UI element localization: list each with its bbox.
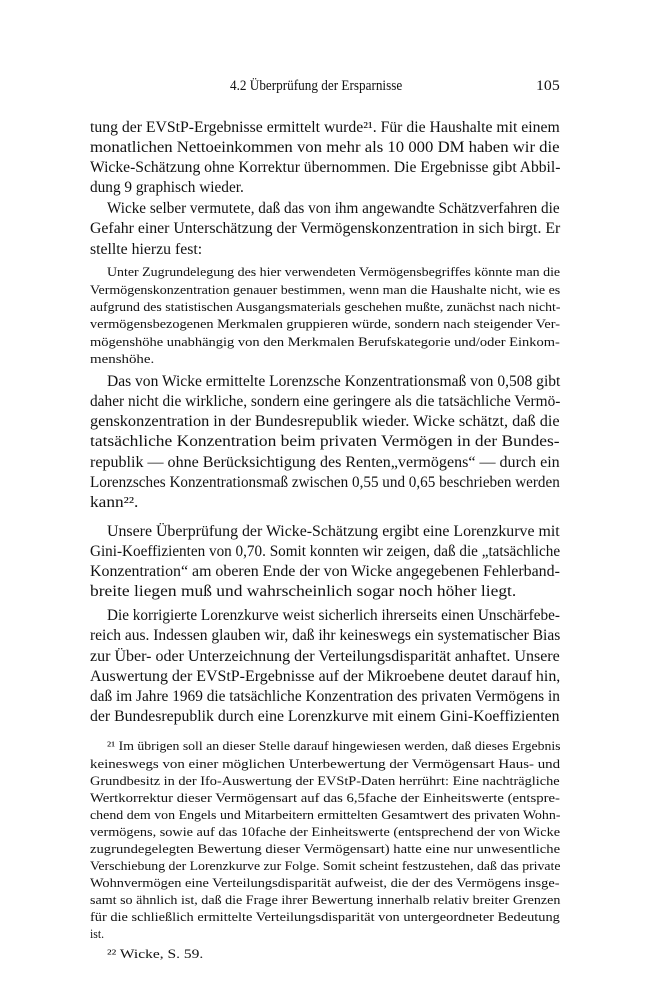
- text-line: tatsächliche Konzentration beim privaten Vermögen in der Bundes-: [90, 433, 560, 450]
- text-line: daher nicht die wirkliche, sondern eine geringere als die tatsächliche Vermö-: [90, 393, 561, 410]
- text-line: Gini-Koeffizienten von 0,70. Somit konnten wir zeigen, daß die „tatsächliche: [90, 543, 561, 560]
- text-line: Die korrigierte Lorenzkurve weist sicherlich ihrerseits einen Unschärfebe-: [107, 607, 560, 624]
- text-line: reich aus. Indessen glauben wir, daß ihr keineswegs ein systematischer Bias: [90, 627, 561, 644]
- text-line: republik — ohne Berücksichtigung des Renten„vermögens“ — durch ein: [90, 454, 560, 471]
- footnote-line: Wohnvermögen eine Verteilungsdisparität aufweist, die der des Vermögens insge-: [90, 876, 560, 890]
- footnote-line: Verschiebung der Lorenzkurve zur Folge. Somit scheint festzustehen, daß das private: [90, 859, 561, 873]
- text-line: Unsere Überprüfung der Wicke-Schätzung ergibt eine Lorenzkurve mit: [107, 523, 560, 540]
- text-line: genskonzentration in der Bundesrepublik wieder. Wicke schätzt, daß die: [90, 413, 560, 430]
- quote-line: vermögensbezogenen Merkmalen gruppieren würde, sondern nach steigender Ver-: [90, 317, 560, 331]
- text-line: zur Über- oder Unterzeichnung der Verteilungsdisparität anhaftet. Unsere: [90, 648, 560, 665]
- footnote-line: samt so ähnlich ist, daß die Frage ihrer Bewertung innerhalb relativ breiter Grenzen: [90, 893, 561, 907]
- text-line: der Bundesrepublik durch eine Lorenzkurve mit einem Gini-Koeffizienten: [90, 708, 560, 725]
- footnote-line: keineswegs von einer möglichen Unterbewertung der Vermögensart Haus- und: [90, 757, 561, 771]
- text-line: tung der EVStP-Ergebnisse ermittelt wurde²¹. Für die Haushalte mit einem: [90, 119, 560, 136]
- text-line: daß im Jahre 1969 die tatsächliche Konzentration des privaten Vermögens in: [90, 688, 560, 705]
- footnote-line: Wertkorrektur dieser Vermögensart auf das 6,5fache der Einheitswerte (entspre-: [90, 791, 560, 805]
- text-line: Wicke selber vermutete, daß das von ihm angewandte Schätzverfahren die: [107, 200, 560, 217]
- quote-line: mögenshöhe unabhängig von den Merkmalen Berufskategorie und/oder Einkom-: [90, 335, 560, 349]
- page-number: 105: [536, 78, 560, 94]
- quote-line: menshöhe.: [90, 352, 155, 366]
- text-line: dung 9 graphisch wieder.: [90, 179, 244, 196]
- running-header: 4.2 Überprüfung der Ersparnisse: [230, 78, 403, 94]
- quote-line: Unter Zugrundelegung des hier verwendeten Vermögensbegriffes könnte man die: [107, 265, 561, 279]
- footnote-line: für die schließlich ermittelte Verteilungsdisparität von untergeordneter Bedeutung: [90, 910, 560, 924]
- text-line: Auswertung der EVStP-Ergebnisse auf der Mikroebene deutet darauf hin,: [90, 668, 561, 685]
- quote-line: Vermögenskonzentration genauer bestimmen, wenn man die Haushalte nicht, wie es: [90, 283, 561, 297]
- text-line: stellte hierzu fest:: [90, 241, 203, 258]
- text-line: Wicke-Schätzung ohne Korrektur übernommen. Die Ergebnisse gibt Abbil-: [90, 159, 561, 176]
- text-line: monatlichen Nettoeinkommen von mehr als 10 000 DM haben wir die: [90, 139, 560, 156]
- footnote-line: chend dem von Engels und Mitarbeitern ermittelten Gesamtwert des privaten Wohn-: [90, 808, 561, 822]
- text-line: Konzentration“ am oberen Ende der von Wicke angegebenen Fehlerband-: [90, 563, 560, 580]
- footnote-line: Grundbesitz in der Ifo-Auswertung der EVStP-Daten herrührt: Eine nachträgliche: [90, 774, 560, 788]
- text-line: breite liegen muß und wahrscheinlich sogar noch höher liegt.: [90, 583, 517, 600]
- footnote-line: vermögens, sowie auf das 10fache der Einheitswerte (entsprechend der von Wicke: [90, 825, 561, 839]
- footnote-line: zugrundegelegten Bewertung dieser Vermögensart) hatte eine nur unwesentliche: [90, 842, 561, 856]
- text-line: kann²².: [90, 494, 139, 511]
- text-line: Lorenzsches Konzentrationsmaß zwischen 0,55 und 0,65 beschrieben werden: [90, 474, 560, 491]
- footnote-line: ist.: [90, 927, 105, 941]
- quote-line: aufgrund des statistischen Ausgangsmaterials geschehen mußte, zunächst nach nicht-: [90, 300, 561, 314]
- text-line: Gefahr einer Unterschätzung der Vermögenskonzentration in sich birgt. Er: [90, 220, 561, 237]
- footnote-line: ²² Wicke, S. 59.: [107, 947, 204, 961]
- text-line: Das von Wicke ermittelte Lorenzsche Konzentrationsmaß von 0,508 gibt: [107, 373, 561, 390]
- footnote-line: ²¹ Im übrigen soll an dieser Stelle darauf hingewiesen werden, daß dieses Ergebnis: [107, 739, 561, 753]
